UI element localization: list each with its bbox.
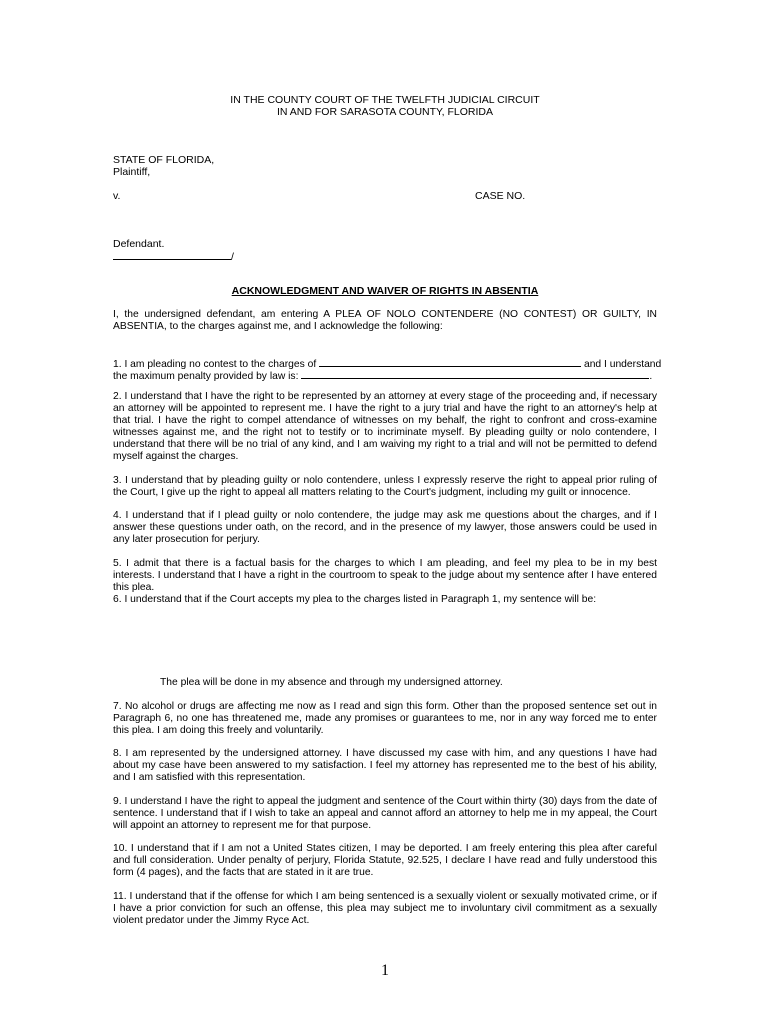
item1-text-d: . [649,371,653,382]
item11-paragraph: 11. I understand that if the offense for which I am being sentenced is a sexually violent or sexually motivated crime, or if I have a prior conviction for such an offense, this plea may subject me to involuntary civil commitment as a sexually violent predator under the Jimmy Ryce Act. [113,891,657,926]
item5-paragraph: 5. I admit that there is a factual basis for the charges to which I am pleading, and feel my plea to be in my best interests. I understand that I have a right in the courtroom to speak to the judge about my sentence after I have entered this plea. [113,558,657,593]
charges-blank [319,356,581,367]
document-title: ACKNOWLEDGMENT AND WAIVER OF RIGHTS IN ABSENTIA [231,285,539,297]
defendant-name-blank [113,249,231,260]
item4-paragraph: 4. I understand that if I plead guilty or nolo contendere, the judge may ask me questions about the charges, and if I answer these questions under oath, on the record, and in the presence of my lawyer, those answers could be used in any later prosecution for perjury. [113,510,657,545]
intro-paragraph: I, the undersigned defendant, am entering A PLEA OF NOLO CONTENDERE (NO CONTEST) OR GUILTY, IN ABSENTIA, to the charges against me, and I acknowledge the following: [113,309,657,332]
case-number-label: CASE NO. [475,190,526,202]
item8-paragraph: 8. I am represented by the undersigned attorney. I have discussed my case with him, and any questions I have had about my case have been answered to my satisfaction. I feel my attorney has represented me to the best of his ability, and I am satisfied with this representation. [113,748,657,783]
item1-text-a: 1. I am pleading no contest to the charges of [113,359,317,370]
item2-paragraph: 2. I understand that I have the right to be represented by an attorney at every stage of the proceeding and, if necessary an attorney will be appointed to represent me. I have the right to a jury trial and have the right to an attorney's help at that trial. I have the right to compel attendance of witnesses on my behalf, the right to confront and cross-examine witnesses against me, and the right not to testify or to incriminate myself. By pleading guilty or nolo contendere, I understand that there will be no trial of any kind, and I am waiving my right to a trial and will not be permitted to defend myself against the charges. [113,391,657,462]
item3-paragraph: 3. I understand that by pleading guilty or nolo contendere, unless I expressly reserve the right to appeal prior ruling of the Court, I give up the right to appeal all matters relating to the Court's judgment, including my guilt or innocence. [113,475,657,498]
page-number: 1 [381,962,389,979]
plaintiff-name: STATE OF FLORIDA, [113,154,215,166]
court-heading-line2: IN AND FOR SARASOTA COUNTY, FLORIDA [276,106,494,118]
plaintiff-role: Plaintiff, [113,166,151,178]
item6-paragraph: 6. I understand that if the Court accepts my plea to the charges listed in Paragraph 1, my sentence will be: [113,594,597,605]
item1-line2 [113,368,652,383]
item1-text-c: the maximum penalty provided by law is: [113,371,299,382]
defendant-line-slash: / [231,251,234,263]
defendant-name-line [113,249,234,263]
court-heading-line1: IN THE COUNTY COURT OF THE TWELFTH JUDICIAL CIRCUIT [230,94,540,106]
item7-paragraph: 7. No alcohol or drugs are affecting me now as I read and sign this form. Other than the proposed sentence set out in Paragraph 6, no one has threatened me, made any promises or guarantees to me, nor in any way forced me to enter this plea. I am doing this freely and voluntarily. [113,701,657,736]
max-penalty-blank [301,368,649,379]
item1-text-b: and I understand [583,359,662,370]
item10-paragraph: 10. I understand that if I am not a United States citizen, I may be deported. I am freely entering this plea after careful and full consideration. Under penalty of perjury, Florida Statute, 92.525, I declare I have read and fully understood this form (4 pages), and the facts that are stated in it are true. [113,843,657,878]
item9-paragraph: 9. I understand I have the right to appeal the judgment and sentence of the Court within thirty (30) days from the date of sentence. I understand that if I wish to take an appeal and cannot afford an attorney to help me in my appeal, the Court will appoint an attorney to represent me for that purpose. [113,796,657,831]
versus-label: v. [113,190,121,202]
absence-note: The plea will be done in my absence and through my undersigned attorney. [160,677,503,688]
defendant-label: Defendant. [113,238,165,250]
